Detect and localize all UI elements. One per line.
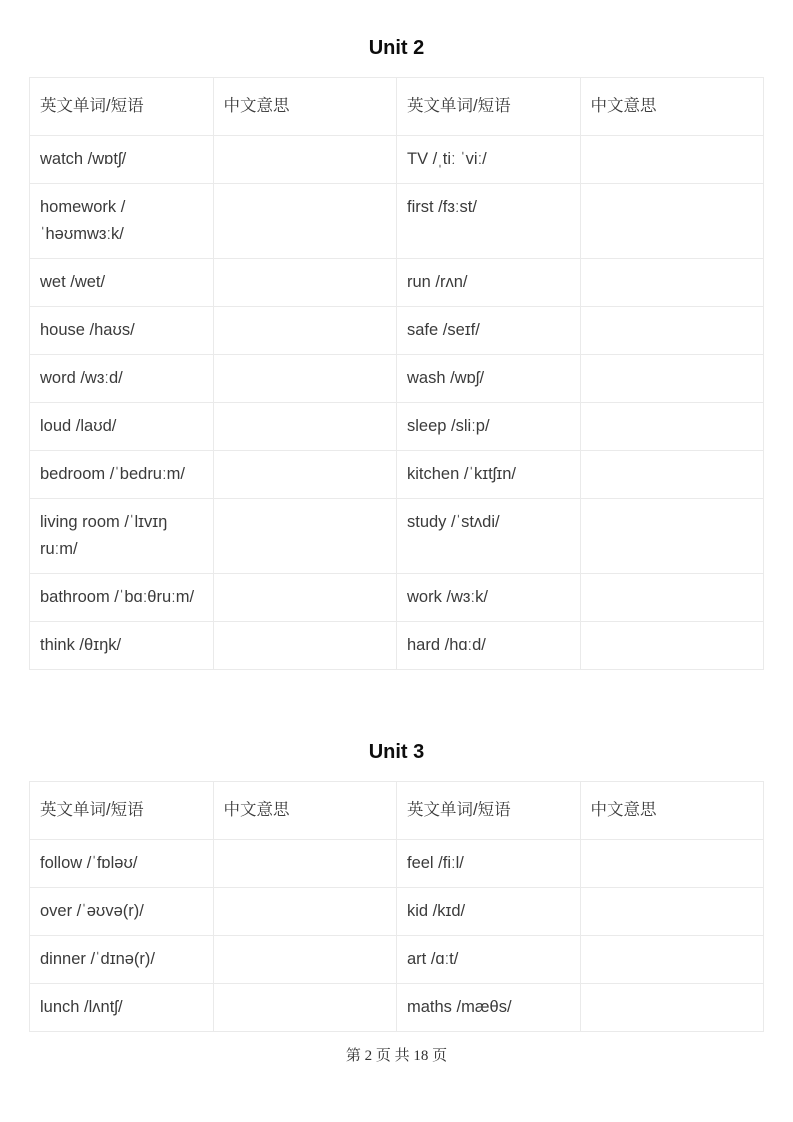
- english-word-cell: feel /fiːl/: [397, 840, 581, 888]
- vocab-row: [30, 355, 764, 403]
- chinese-meaning-cell: [580, 403, 764, 451]
- chinese-meaning-cell: [213, 499, 397, 574]
- vocab-row: [30, 840, 764, 888]
- vocab-row: [30, 499, 764, 574]
- english-word-cell: study /ˈstʌdi/: [397, 499, 581, 574]
- english-word-cell: run /rʌn/: [397, 259, 581, 307]
- chinese-meaning-cell: [580, 840, 764, 888]
- chinese-meaning-cell: [580, 936, 764, 984]
- unit-3-section: [0, 670, 793, 1032]
- english-word-cell: house /haʊs/: [30, 307, 214, 355]
- unit-2-vocab-table: [29, 77, 764, 670]
- page-number-footer: 第 2 页 共 18 页: [345, 1048, 448, 1064]
- vocab-row: [30, 403, 764, 451]
- chinese-meaning-cell: [580, 574, 764, 622]
- chinese-meaning-cell: [213, 936, 397, 984]
- chinese-meaning-cell: [580, 184, 764, 259]
- chinese-meaning-cell: [213, 888, 397, 936]
- english-word-cell: over /ˈəʊvə(r)/: [30, 888, 214, 936]
- chinese-meaning-cell: [580, 307, 764, 355]
- english-word-cell: word /wɜːd/: [30, 355, 214, 403]
- english-word-cell: sleep /sliːp/: [397, 403, 581, 451]
- english-word-cell: kid /kɪd/: [397, 888, 581, 936]
- chinese-meaning-cell: [213, 984, 397, 1032]
- vocab-row: [30, 136, 764, 184]
- column-header: 英文单词/短语: [397, 78, 581, 136]
- english-word-cell: work /wɜːk/: [397, 574, 581, 622]
- chinese-meaning-cell: [580, 499, 764, 574]
- vocab-row: [30, 574, 764, 622]
- chinese-meaning-cell: [213, 840, 397, 888]
- vocab-row: [30, 936, 764, 984]
- chinese-meaning-cell: [213, 622, 397, 670]
- column-header: 中文意思: [213, 78, 397, 136]
- chinese-meaning-cell: [213, 136, 397, 184]
- chinese-meaning-cell: [580, 622, 764, 670]
- english-word-cell: bathroom /ˈbɑːθruːm/: [30, 574, 214, 622]
- english-word-cell: kitchen /ˈkɪtʃɪn/: [397, 451, 581, 499]
- column-header: 中文意思: [580, 782, 764, 840]
- chinese-meaning-cell: [580, 355, 764, 403]
- english-word-cell: lunch /lʌntʃ/: [30, 984, 214, 1032]
- column-header: 英文单词/短语: [30, 782, 214, 840]
- vocab-row: [30, 451, 764, 499]
- chinese-meaning-cell: [580, 259, 764, 307]
- header-row: [30, 78, 764, 136]
- vocab-row: [30, 259, 764, 307]
- column-header: 中文意思: [580, 78, 764, 136]
- vocab-row: [30, 307, 764, 355]
- english-word-cell: first /fɜːst/: [397, 184, 581, 259]
- vocab-row: [30, 622, 764, 670]
- english-word-cell: follow /ˈfɒləʊ/: [30, 840, 214, 888]
- header-row: [30, 782, 764, 840]
- chinese-meaning-cell: [213, 184, 397, 259]
- english-word-cell: loud /laʊd/: [30, 403, 214, 451]
- chinese-meaning-cell: [213, 574, 397, 622]
- english-word-cell: safe /seɪf/: [397, 307, 581, 355]
- english-word-cell: living room /ˈlɪvɪŋ ruːm/: [30, 499, 214, 574]
- vocab-row: [30, 984, 764, 1032]
- chinese-meaning-cell: [580, 136, 764, 184]
- english-word-cell: homework /ˈhəʊmwɜːk/: [30, 184, 214, 259]
- unit-3-title: Unit 3: [368, 741, 425, 763]
- chinese-meaning-cell: [580, 984, 764, 1032]
- chinese-meaning-cell: [580, 451, 764, 499]
- english-word-cell: hard /hɑːd/: [397, 622, 581, 670]
- chinese-meaning-cell: [213, 259, 397, 307]
- chinese-meaning-cell: [213, 451, 397, 499]
- english-word-cell: watch /wɒtʃ/: [30, 136, 214, 184]
- english-word-cell: wet /wet/: [30, 259, 214, 307]
- column-header: 英文单词/短语: [30, 78, 214, 136]
- english-word-cell: think /θɪŋk/: [30, 622, 214, 670]
- vocab-row: [30, 184, 764, 259]
- column-header: 中文意思: [213, 782, 397, 840]
- column-header: 英文单词/短语: [397, 782, 581, 840]
- unit-2-title: Unit 2: [368, 37, 425, 59]
- english-word-cell: dinner /ˈdɪnə(r)/: [30, 936, 214, 984]
- english-word-cell: maths /mæθs/: [397, 984, 581, 1032]
- chinese-meaning-cell: [213, 355, 397, 403]
- english-word-cell: bedroom /ˈbedruːm/: [30, 451, 214, 499]
- english-word-cell: art /ɑːt/: [397, 936, 581, 984]
- chinese-meaning-cell: [213, 307, 397, 355]
- english-word-cell: wash /wɒʃ/: [397, 355, 581, 403]
- chinese-meaning-cell: [213, 403, 397, 451]
- vocab-row: [30, 888, 764, 936]
- english-word-cell: TV /ˌtiː ˈviː/: [397, 136, 581, 184]
- unit-3-vocab-table: [29, 781, 764, 1032]
- chinese-meaning-cell: [580, 888, 764, 936]
